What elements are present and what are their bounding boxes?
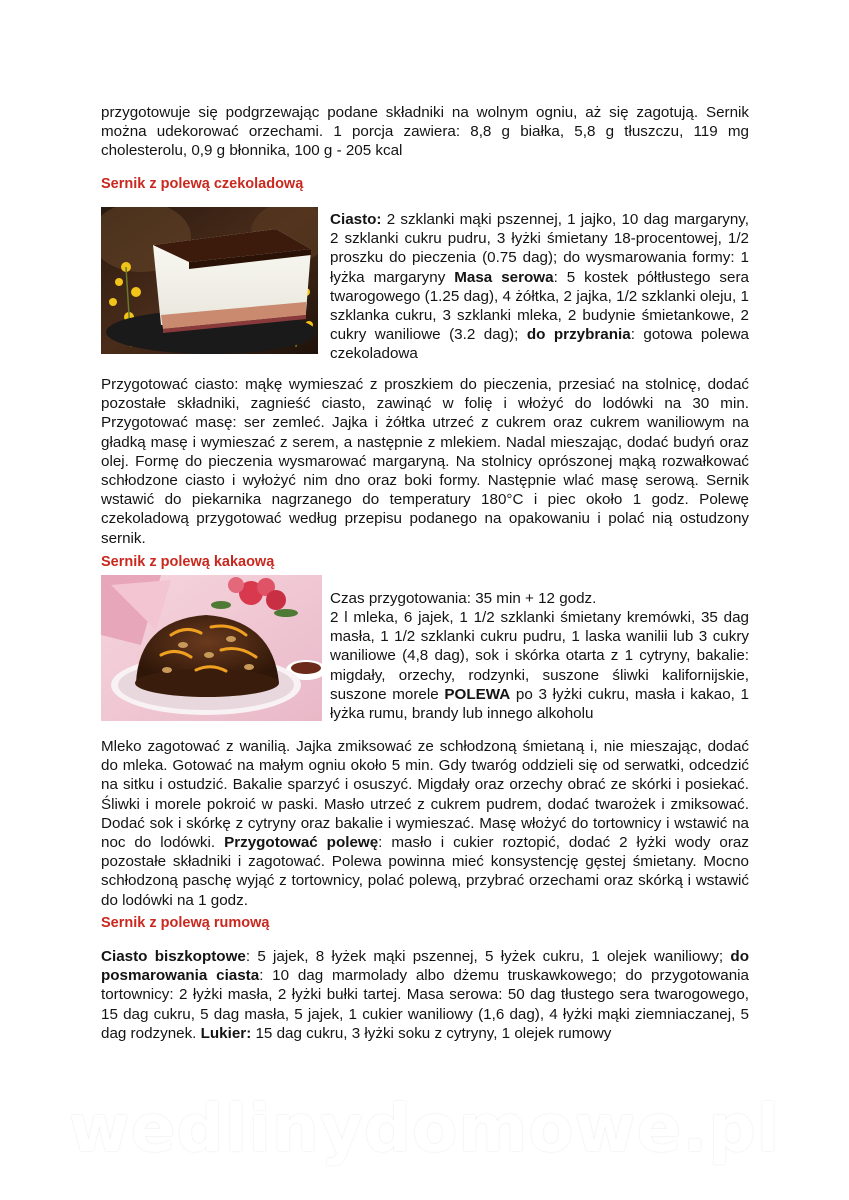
label-ciasto: Ciasto: — [330, 211, 382, 228]
recipe2-method — [101, 737, 749, 910]
label-do-posmarowania: do posmarowania ciasta — [101, 948, 749, 985]
ingredients-ciasto: 2 szklanki mąki pszennej, 1 jajko, 10 dag margaryny, 2 szklanki cukru pudru, 3 łyżki śmietany 18-procentowej, 1/2 proszku do pieczenia (0.75 dag); do wysmarowania formy: 1 łyżka margaryny — [330, 211, 749, 286]
label-masa-serowa: Masa serowa — [454, 268, 554, 286]
recipe1-method: Przygotować ciasto: mąkę wymieszać z proszkiem do pieczenia, przesiać na stolnicę, dodać pozostałe składniki, zagnieść ciasto, zawinąć w folię i włożyć do lodówki na 30 min. Przygotować masę: ser zemleć. Jajka i żółtka utrzeć z cukrem oraz cukrem waniliowym na gładką masę i wymieszać z serem, a następnie z mlekiem. Nadal mieszając, dodać budyń oraz olej. Formę do pieczenia wysmarować margaryną. Na stolnicy oprószonej mąką rozwałkować schłodzone ciasto i wyłożyć nim dno oraz boki formy. Następnie wlać masę serową. Sernik wstawić do piekarnika nagrzanego do temperatury 180°C i piec około 1 godz. Polewę czekoladową przygotować według przepisu podanego na opakowaniu i polać nią ostudzony sernik. — [101, 376, 749, 547]
label-ciasto-biszkoptowe: Ciasto biszkoptowe — [101, 948, 246, 965]
label-do-przybrania: do przybrania — [526, 326, 631, 344]
recipe3-ingredients — [101, 947, 749, 1043]
intro-paragraph: przygotowuje się podgrzewając podane składniki na wolnym ogniu, aż się zagotują. Sernik można udekorować orzechami. 1 porcja zawiera: 8,8 g białka, 5,8 g tłuszczu, 119 mg cholesterolu, 0,9 g błonnika, 100 g - 205 kcal — [101, 104, 749, 160]
label-lukier: Lukier: — [200, 1024, 252, 1042]
recipe1-ingredients — [330, 210, 749, 364]
chocolate-cheesecake-photo — [101, 207, 318, 354]
ingredients-main: 2 l mleka, 6 jajek, 1 1/2 szklanki śmietany kremówki, 35 dag masła, 1 1/2 szklanki cukru pudru, 1 laska wanilii lub 3 cukry waniliowe (4,8 dag), sok i skórka otarta z 1 cytryny, bakalie: migdały, orzechy, rodzynki, suszone śliwki kalifornijskie, suszone morele — [330, 609, 749, 703]
recipe-title-czekoladowa: Sernik z polewą czekoladową — [101, 176, 304, 192]
ingredients-masa-serowa: : 5 kostek półtłustego sera twarogowego (1.25 dag), 4 żółtka, 2 jajka, 1/2 szklanki oleju, 1 szklanka cukru, 3 szklanki mleka, 2 budynie śmietankowe, 2 cukry waniliowe (3.2 dag); — [330, 268, 749, 344]
recipe-title-rumowa: Sernik z polewą rumową — [101, 915, 270, 931]
recipe2-time: Czas przygotowania: 35 min + 12 godz. — [330, 590, 597, 607]
ingredients-biszkopt: : 5 jajek, 8 łyżek mąki pszennej, 5 łyżek cukru, 1 olejek waniliowy; — [245, 948, 731, 965]
recipe2-ingredients — [330, 608, 749, 723]
method-part-2: : masło i cukier roztopić, dodać 2 łyżki wody oraz pozostałe składniki i zagotować. Polewa powinna mieć konsystencję gęstej śmietany. Mocno schłodzoną paschę wyjąć z tortownicy, polać polewą, przybrać orzechami oraz skórką i wstawić do lodówki na 1 godz. — [101, 834, 749, 909]
method-part-1: Mleko zagotować z wanilią. Jajka zmiksować ze schłodzoną śmietaną i, nie mieszając, dodać do mleka. Gotować na małym ogniu około 5 min. Gdy twaróg oddzieli się od serwatki, odcedzić na sitku i ostudzić. Bakalie sparzyć i osuszyć. Migdały oraz orzechy obrać ze skórki i posiekać. Śliwki i morele pokroić w paski. Masło utrzeć z cukrem pudrem, dodać twarożek i zmiksować. Dodać sok i skórkę z cytryny oraz bakalie i wymieszać. Masę włożyć do tortownicy i wstawić na noc do lodówki. — [101, 738, 749, 852]
watermark-text: wedlinydomowe.pl — [68, 1090, 781, 1167]
ingredients-przybrania: : gotowa polewa czekoladowa — [330, 326, 749, 363]
label-polewa: POLEWA — [444, 685, 511, 703]
cocoa-cheesecake-photo — [101, 575, 322, 721]
recipe-title-kakaowa: Sernik z polewą kakaową — [101, 554, 275, 570]
ingredients-polewa: po 3 łyżki cukru, masła i kakao, 1 łyżka rumu, brandy lub innego alkoholu — [330, 685, 749, 723]
ingredients-lukier: 15 dag cukru, 3 łyżki soku z cytryny, 1 olejek rumowy — [251, 1024, 612, 1042]
ingredients-posmarowania: : 10 dag marmolady albo dżemu truskawkowego; do przygotowania tortownicy: 2 łyżki masła, 2 łyżki bułki tartej. Masa serowa: 50 dag tłustego sera twarogowego, 15 dag cukru, 5 dag masła, 5 jajek, 1 cukier waniliowy (1,6 dag), 4 łyżki mąki ziemniaczanej, 5 dag rodzynek. — [101, 967, 749, 1042]
label-przygotowac-polewe: Przygotować polewę — [224, 834, 379, 852]
